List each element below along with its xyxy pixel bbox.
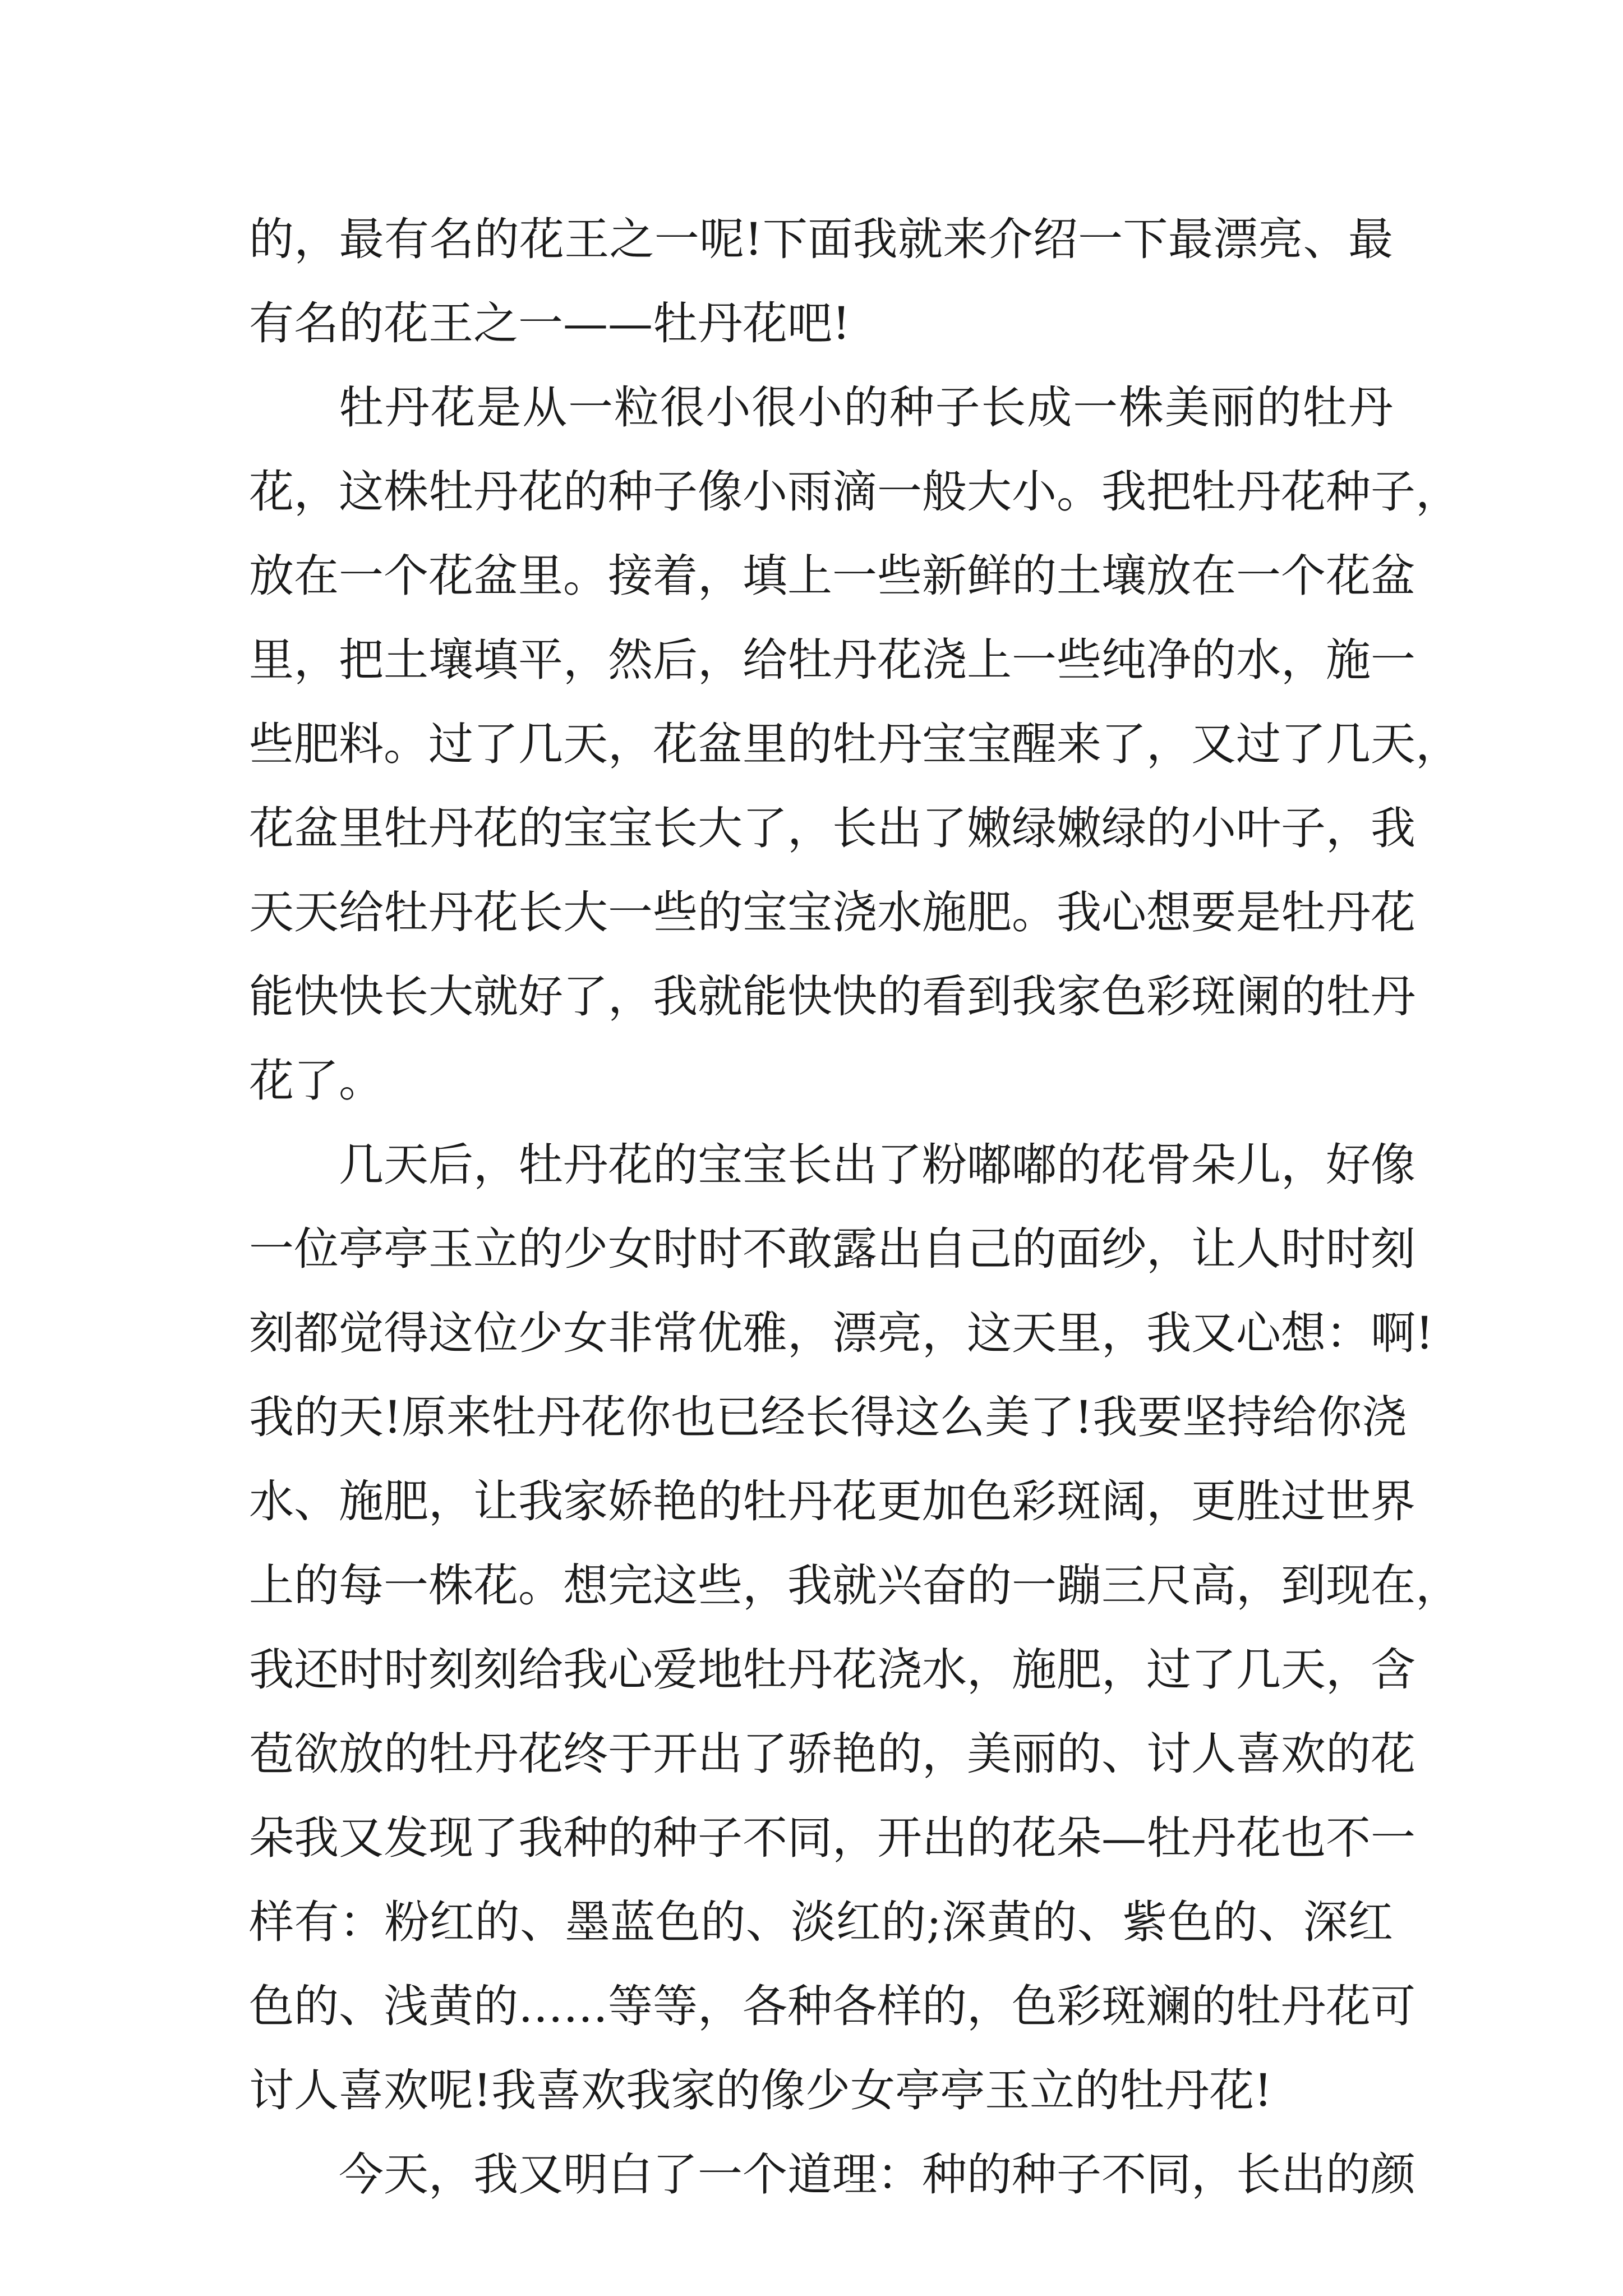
body-text <box>249 197 1460 2217</box>
text-line: 上的每一株花。想完这些，我就兴奋的一蹦三尺高，到现在， <box>249 1559 1460 1612</box>
text-line: 放在一个花盆里。接着，填上一些新鲜的土壤放在一个花盆 <box>249 550 1415 602</box>
text-line: 样有：粉红的、墨蓝色的、淡红的;深黄的、紫色的、深红 <box>249 1896 1393 1948</box>
text-line: 能快快长大就好了，我就能快快的看到我家色彩斑阑的牡丹 <box>249 970 1415 1023</box>
text-line: 苞欲放的牡丹花终于开出了骄艳的，美丽的、讨人喜欢的花 <box>249 1728 1415 1780</box>
text-line: 色的、浅黄的……等等，各种各样的，色彩斑斓的牡丹花可 <box>249 1980 1415 2032</box>
text-line: 牡丹花是从一粒很小很小的种子长成一株美丽的牡丹 <box>339 381 1393 434</box>
text-line: 我的天!原来牡丹花你也已经长得这么美了!我要坚持给你浇 <box>249 1391 1407 1443</box>
text-line: 今天，我又明白了一个道理：种的种子不同，长出的颜 <box>339 2148 1415 2201</box>
text-line: 天天给牡丹花长大一些的宝宝浇水施肥。我心想要是牡丹花 <box>249 886 1415 938</box>
text-line: 水、施肥，让我家娇艳的牡丹花更加色彩斑阔，更胜过世界 <box>249 1475 1415 1527</box>
text-line: 有名的花王之一——牡丹花吧! <box>249 297 851 349</box>
text-line: 朵我又发现了我种的种子不同，开出的花朵—牡丹花也不一 <box>249 1812 1415 1864</box>
text-line: 些肥料。过了几天，花盆里的牡丹宝宝醒来了，又过了几天， <box>249 718 1460 770</box>
text-line: 刻都觉得这位少女非常优雅，漂亮，这天里，我又心想：啊! <box>249 1307 1434 1359</box>
text-line: 里，把土壤填平，然后，给牡丹花浇上一些纯净的水，施一 <box>249 634 1415 686</box>
text-line: 花，这株牡丹花的种子像小雨滴一般大小。我把牡丹花种子， <box>249 466 1460 518</box>
text-line: 花了。 <box>249 1055 384 1107</box>
text-line: 一位亭亭玉立的少女时时不敢露出自己的面纱，让人时时刻 <box>249 1223 1415 1275</box>
text-line: 花盆里牡丹花的宝宝长大了，长出了嫩绿嫩绿的小叶子，我 <box>249 802 1415 854</box>
text-line: 讨人喜欢呢!我喜欢我家的像少女亭亭玉立的牡丹花! <box>249 2064 1272 2116</box>
text-line: 我还时时刻刻给我心爱地牡丹花浇水，施肥，过了几天，含 <box>249 1644 1415 1696</box>
text-line: 几天后，牡丹花的宝宝长出了粉嘟嘟的花骨朵儿，好像 <box>339 1139 1415 1191</box>
text-line: 的，最有名的花王之一呢!下面我就来介绍一下最漂亮、最 <box>249 213 1393 265</box>
